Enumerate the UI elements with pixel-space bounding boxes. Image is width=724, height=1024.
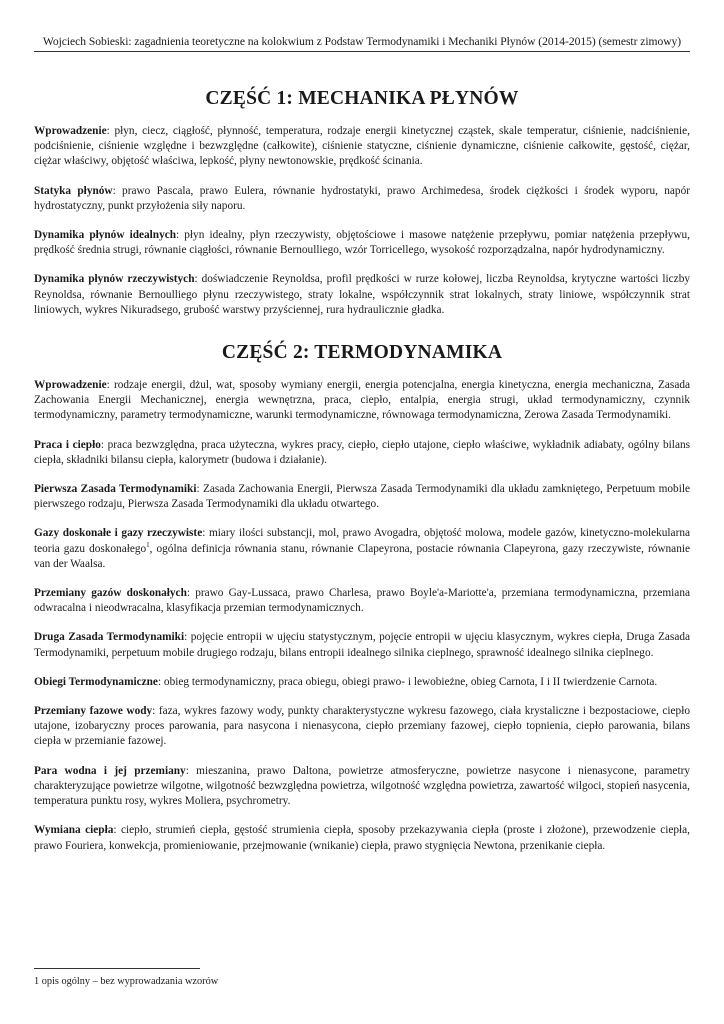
section-text: : faza, wykres fazowy wody, punkty charakterystyczne wykresu fazowego, ciała krystaliczne i bezpostaciowe, ciepło utajone, izobaryczny proces parowania, para nasycona i nienasycona, ciepło przemiany fazowej, ciepło topnienia, ciepło parowania, bilans ciepła w przemianie fazowej. bbox=[34, 705, 690, 748]
section-label: Dynamika płynów rzeczywistych bbox=[34, 273, 195, 286]
part-2-title: CZĘŚĆ 2: TERMODYNAMIKA bbox=[221, 342, 503, 364]
section-label: Praca i ciepło bbox=[34, 438, 101, 451]
section-wprowadzenie-mechanika bbox=[34, 124, 690, 170]
section-text: : płyn idealny, płyn rzeczywisty, objętościowe i masowe natężenie przepływu, pomiar natężenia przepływu, prędkość średnia strugi, równanie ciągłości, równanie Bernoulliego, wzór Torricellego, wysokość rozporządzalna, napór hydrodynamiczny. bbox=[34, 229, 690, 257]
section-dynamika-idealnych bbox=[34, 228, 690, 258]
section-przemiany-gazow bbox=[34, 586, 690, 616]
document-body bbox=[34, 88, 690, 854]
section-label: Pierwsza Zasada Termodynamiki bbox=[34, 483, 197, 496]
section-text: : doświadczenie Reynoldsa, profil prędkości w rurze kołowej, liczba Reynoldsa, krytyczne wartości liczby Reynoldsa, równanie Bernoulliego płynu rzeczywistego, straty lokalne, współczynnik strat lokalnych, straty liniowe, współczynnik strat liniowych, wykres Nikuradsego, grubość warstwy przyściennej, rura hydraulicznie gładka. bbox=[34, 273, 690, 316]
section-wprowadzenie-termodynamika bbox=[34, 378, 690, 424]
section-text: : prawo Gay-Lussaca, prawo Charlesa, prawo Boyle'a-Mariotte'a, przemiana termodynamiczna, przemiana odwracalna i nieodwracalna, klasyfikacja przemian termodynamicznych. bbox=[34, 587, 690, 615]
section-text: : Zasada Zachowania Energii, Pierwsza Zasada Termodynamiki dla układu zamkniętego, Perpetuum mobile pierwszego rodzaju, Pierwsza Zasada Termodynamiki dla układu otwartego. bbox=[34, 483, 690, 511]
section-text: : praca bezwzględna, praca użyteczna, wykres pracy, ciepło, ciepło utajone, ciepło właściwe, wykładnik adiabaty, ogólny bilans ciepła, składniki bilansu ciepła, kalorymetr (budowa i działanie). bbox=[34, 438, 691, 466]
section-text: : ciepło, strumień ciepła, gęstość strumienia ciepła, sposoby przekazywania ciepła (proste i złożone), przewodzenie ciepła, prawo Fouriera, konwekcja, promieniowanie, przejmowanie (wnikanie) ciepła, prawo stygnięcia Newtona, przenikanie ciepła. bbox=[34, 824, 690, 852]
section-pierwsza-zasada bbox=[34, 482, 690, 512]
footnote: 1 opis ogólny – bez wyprowadzania wzorów bbox=[34, 976, 219, 987]
section-para-wodna bbox=[34, 764, 690, 810]
section-label: Statyka płynów bbox=[34, 184, 113, 197]
section-text: : miary ilości substancji, mol, prawo Avogadra, objętość molowa, modele gazów, kinetyczno-molekularna teoria gazu doskonałego bbox=[34, 527, 690, 555]
section-label: Para wodna i jej przemiany bbox=[34, 764, 186, 777]
section-przemiany-fazowe bbox=[34, 704, 690, 750]
section-wymiana-ciepla bbox=[34, 823, 690, 853]
footnote-marker: 1 bbox=[146, 540, 150, 549]
section-dynamika-rzeczywistych bbox=[34, 272, 690, 318]
section-text: : prawo Pascala, prawo Eulera, równanie hydrostatyki, prawo Archimedesa, środek ciężkości i środek wyporu, napór hydrostatyczny, punkt przyłożenia siły naporu. bbox=[34, 184, 690, 212]
section-label: Wprowadzenie bbox=[34, 125, 107, 137]
section-praca-i-cieplo bbox=[34, 438, 690, 468]
section-text: : mieszanina, prawo Daltona, powietrze atmosferyczne, powietrze nasycone i nienasycone, parametry charakteryzujące powietrze wilgotne, wilgotność bezwzględna powietrza, wilgotność względna powietrza, zawartość wilgoci, stopień nasycenia, temperatura punktu rosy, wykres Moliera, psychrometry. bbox=[34, 764, 690, 808]
section-text: : pojęcie entropii w ujęciu statystycznym, pojęcie entropii w ujęciu klasycznym, wykres ciepła, Druga Zasada Termodynamiki, perpetuum mobile drugiego rodzaju, bilans entropii idealnego silnika cieplnego, sprawność idealnego silnika cieplnego. bbox=[34, 631, 690, 659]
section-druga-zasada bbox=[34, 630, 690, 660]
section-label: Wymiana ciepła bbox=[34, 824, 114, 837]
section-text: : rodzaje energii, dżul, wat, sposoby wymiany energii, energia potencjalna, energia kinetyczna, energia mechaniczna, Zasada Zachowania Energii Mechanicznej, energia wewnętrzna, praca, ciepło, entalpia, energia strugi, układ termodynamiczny, czynnik termodynamiczny, parametry termodynamiczne, warunki termodynamiczne, równowaga termodynamiczna, Zerowa Zasada Termodynamiki. bbox=[34, 379, 690, 422]
section-label: Przemiany gazów doskonałych bbox=[34, 587, 187, 600]
section-text: : płyn, ciecz, ciągłość, płynność, temperatura, rodzaje energii kinetycznej cząstek, skale temperatur, ciśnienie, nadciśnienie, podciśnienie, ciśnienie względne i bezwzględne (całkowite), ciśnienie statyczne, ciśnienie dynamiczne, ciśnienie całkowite, gęstość, ciężar, ciężar właściwy, objętość właściwa, lepkość, płyny newtonowskie, prędkość ścinania. bbox=[34, 125, 690, 168]
section-label: Obiegi Termodynamiczne bbox=[34, 675, 158, 688]
section-label: Gazy doskonałe i gazy rzeczywiste bbox=[34, 527, 203, 540]
section-gazy bbox=[34, 526, 690, 572]
footnote-separator bbox=[34, 968, 200, 969]
section-label: Przemiany fazowe wody bbox=[34, 705, 153, 718]
section-obiegi bbox=[34, 675, 690, 690]
section-text: : obieg termodynamiczny, praca obiegu, obiegi prawo- i lewobieżne, obieg Carnota, I i II twierdzenie Carnota. bbox=[157, 675, 658, 688]
section-text-continued: , ogólna definicja równania stanu, równanie Clapeyrona, postacie równania Clapeyrona, gazy rzeczywiste, równanie van der Waalsa. bbox=[34, 542, 690, 570]
section-label: Wprowadzenie bbox=[34, 379, 107, 392]
part-1-title: CZĘŚĆ 1: MECHANIKA PŁYNÓW bbox=[205, 88, 519, 109]
page-header: Wojciech Sobieski: zagadnienia teoretyczne na kolokwium z Podstaw Termodynamiki i Mechaniki Płynów (2014-2015) (semestr zimowy) bbox=[34, 35, 690, 52]
section-statyka-plynow bbox=[34, 184, 690, 214]
section-label: Druga Zasada Termodynamiki bbox=[34, 631, 185, 644]
section-label: Dynamika płynów idealnych bbox=[34, 229, 177, 242]
